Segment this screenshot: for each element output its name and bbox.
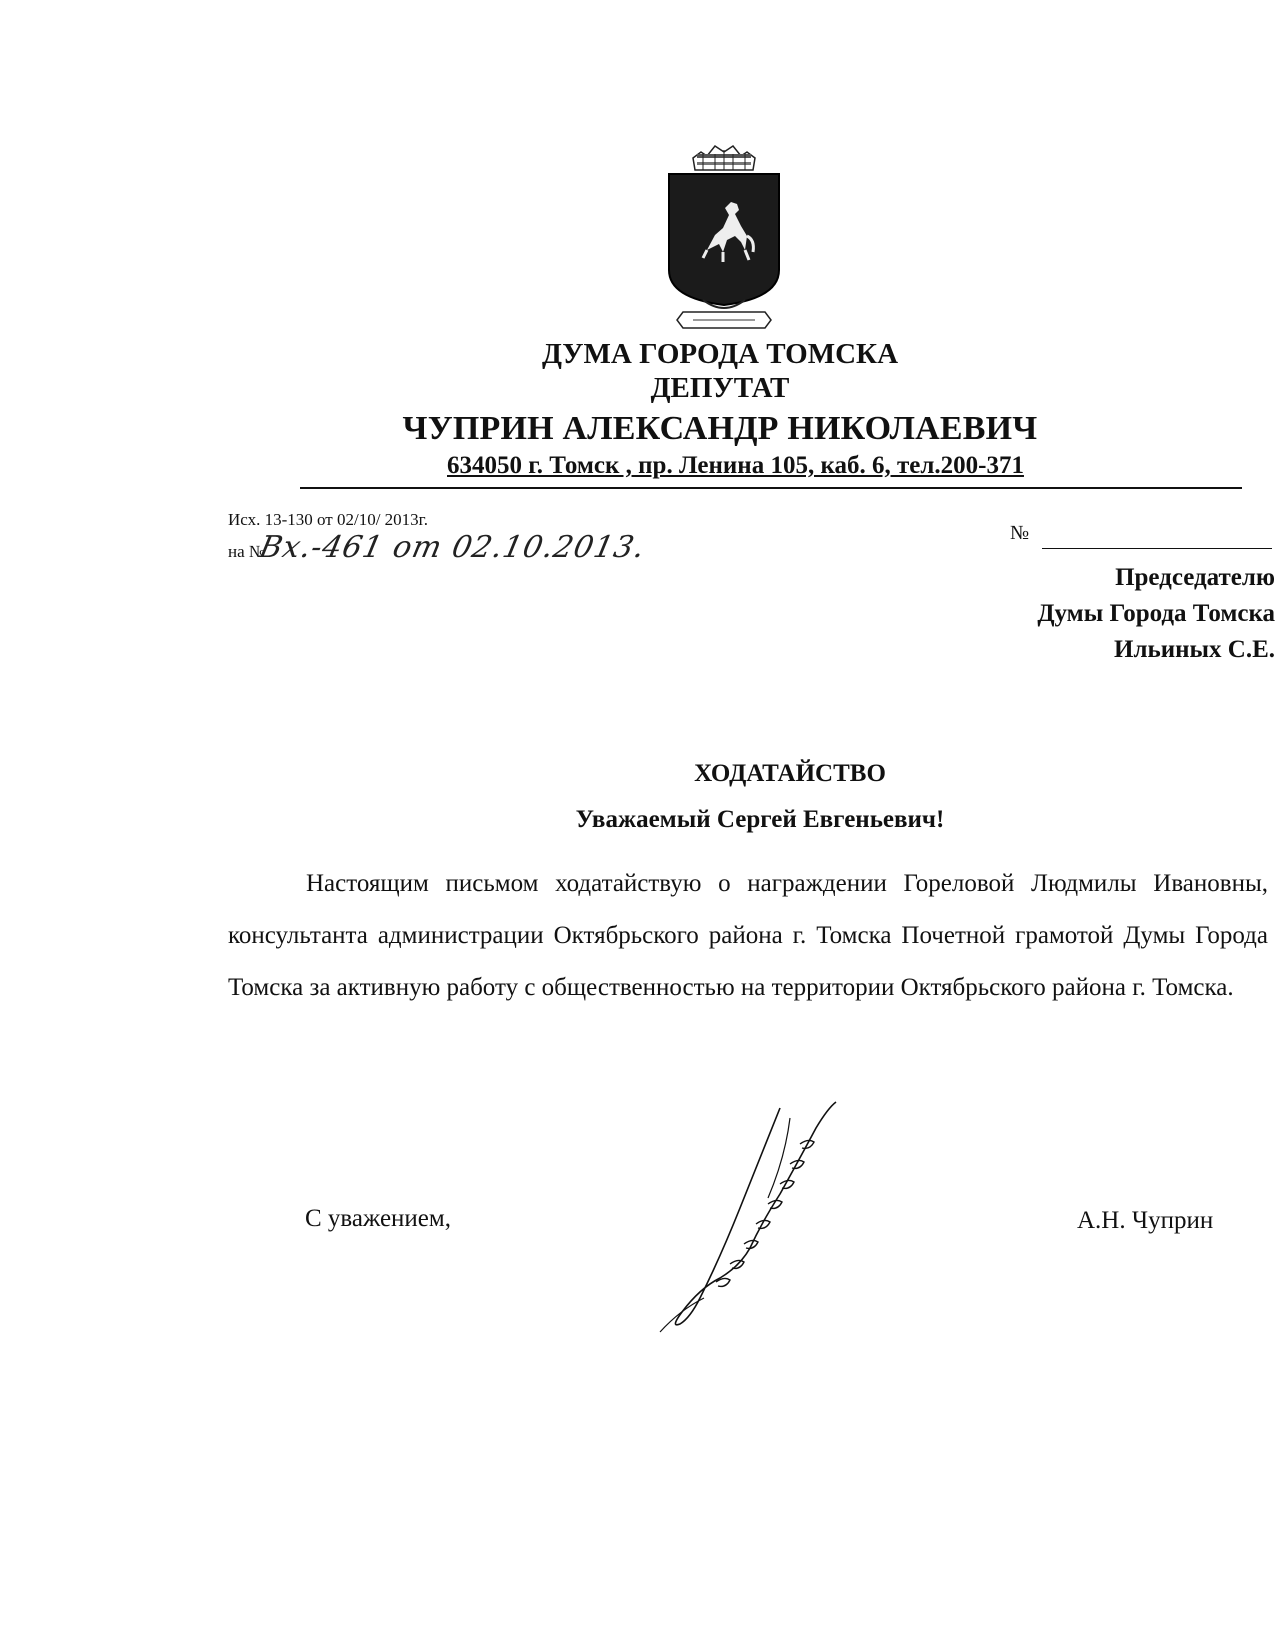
recipient-line: Ильиных С.Е. — [1114, 636, 1275, 663]
header-divider — [300, 487, 1242, 489]
signature-icon — [640, 1098, 880, 1338]
deputy-name: ЧУПРИН АЛЕКСАНДР НИКОЛАЕВИЧ — [402, 410, 1038, 447]
incoming-ref-handwritten: Вх.-461 от 02.10.2013. — [256, 530, 649, 565]
incoming-ref-label: на № — [228, 542, 266, 561]
letter-title: ХОДАТАЙСТВО — [694, 760, 886, 787]
number-label: № — [1010, 522, 1030, 544]
salutation: Уважаемый Сергей Евгеньевич! — [575, 806, 945, 833]
deputy-role: ДЕПУТАТ — [650, 372, 790, 404]
closing-phrase: С уважением, — [305, 1205, 451, 1232]
letter-body — [228, 858, 1268, 1014]
crown-icon — [693, 146, 755, 170]
org-name: ДУМА ГОРОДА ТОМСКА — [541, 338, 899, 370]
recipient-line: Председателю — [1115, 564, 1275, 591]
city-coat-of-arms — [663, 140, 785, 340]
number-blank-line — [1042, 548, 1272, 549]
office-address: 634050 г. Томск , пр. Ленина 105, каб. 6, тел.200-371 — [447, 452, 1024, 479]
outgoing-number: Исх. 13-130 от 02/10/ 2013г. — [228, 510, 428, 529]
body-paragraph: Настоящим письмом ходатайствую о награждении Гореловой Людмилы Ивановны, консультанта администрации Октябрьского района г. Томска Почетной грамотой Думы Города Томска за активную работу с общественностью на территории Октябрьского района г. Томска. — [228, 870, 1268, 1001]
recipient-line: Думы Города Томска — [1037, 600, 1275, 627]
recipient-block — [855, 560, 1275, 668]
signer-name: А.Н. Чуприн — [1077, 1207, 1214, 1234]
